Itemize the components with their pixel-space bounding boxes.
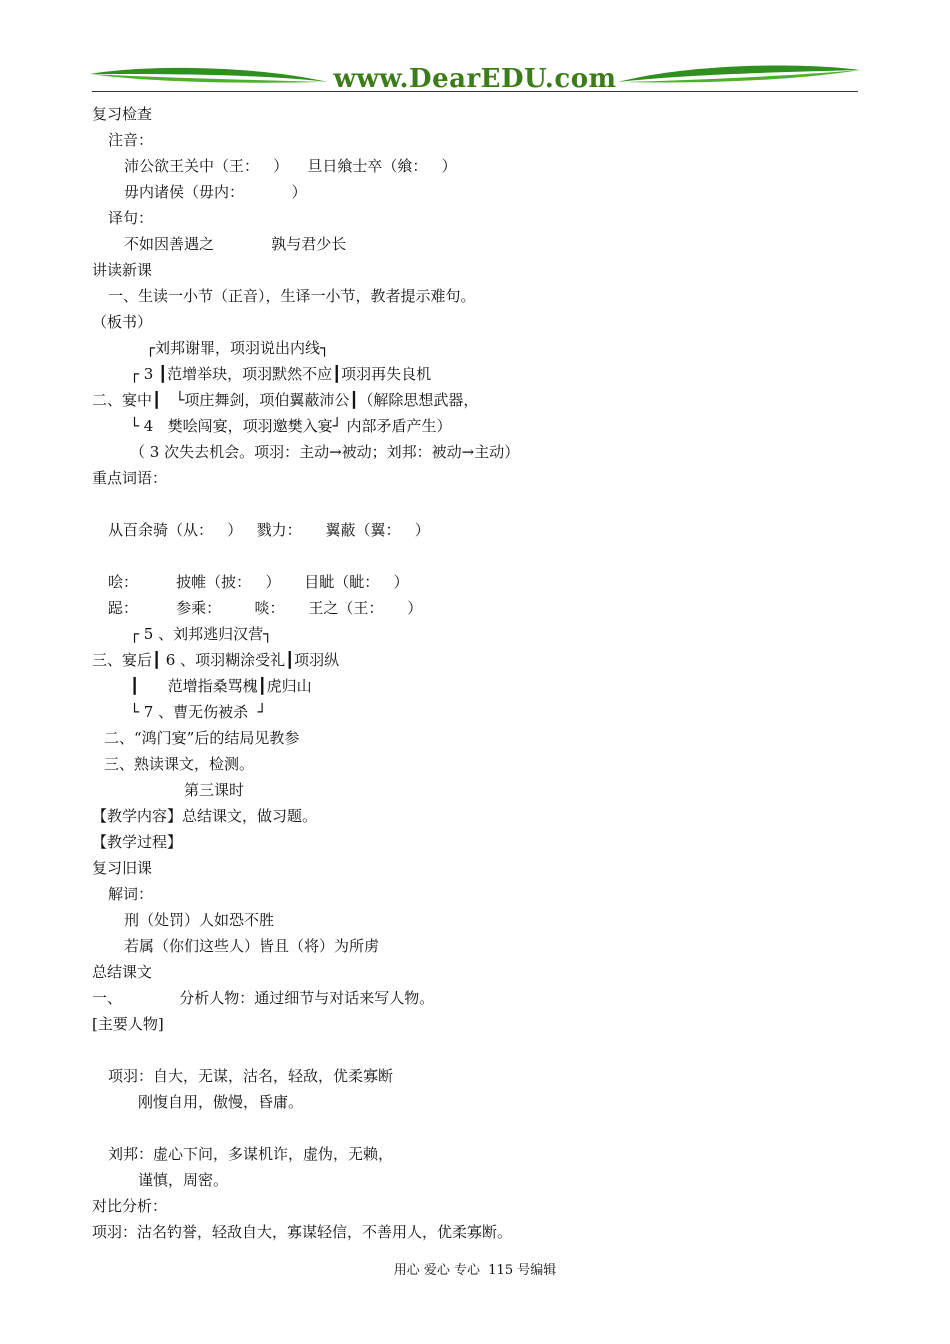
text-line: ┃ 范增指桑骂槐┃虎归山	[130, 677, 312, 695]
text-line: 二、“鸿门宴”后的结局见教参	[104, 729, 300, 747]
text-line: 跽： 参乘： 啖： 王之（王： ）	[108, 599, 423, 617]
text-line: 重点词语：	[92, 469, 168, 487]
text-line: 对比分析：	[92, 1197, 168, 1215]
text-line: └ 7 、曹无伤被杀 ┘	[130, 703, 267, 721]
site-logo-text: www.DearEDU.com	[333, 64, 617, 94]
text-line: （ 3 次失去机会。项羽：主动→被动；刘邦：被动→主动）	[130, 443, 520, 461]
text-line: 三、宴后┃ 6 、项羽糊涂受礼┃项羽纵	[92, 651, 340, 669]
text-line: 不如因善遇之 孰与君少长	[124, 235, 347, 253]
text-line: 解词：	[108, 885, 154, 903]
text-line: 总结课文	[92, 963, 153, 981]
text-line: 刘邦：虚心下问，多谋机诈，虚伪，无赖，	[108, 1145, 394, 1163]
text-line: 译句：	[108, 209, 154, 227]
header-divider	[92, 91, 858, 92]
text-line: ┌ 5 、刘邦逃归汉营┐	[130, 625, 273, 643]
text-line: 复习检查	[92, 105, 153, 123]
text-line: 一、生读一小节（正音），生译一小节，教者提示难句。	[108, 287, 476, 305]
text-line: 三、熟读课文，检测。	[104, 755, 255, 773]
text-line: 项羽：沽名钓誉，轻敌自大，寡谋轻信，不善用人，优柔寡断。	[92, 1223, 513, 1241]
text-line: 项羽：自大，无谋，沽名，轻敌，优柔寡断	[108, 1067, 394, 1085]
text-line: 一、 分析人物：通过细节与对话来写人物。	[92, 989, 435, 1007]
text-line: [主要人物]	[92, 1015, 164, 1033]
text-line: （板书）	[92, 313, 153, 331]
text-line: ┌刘邦谢罪，项羽说出内线┐	[146, 339, 330, 357]
text-line: 刑（处罚）人如恐不胜	[124, 911, 275, 929]
page-footer: 用心 爱心 专心 115 号编辑	[393, 1263, 557, 1278]
text-line: └ 4 樊哙闯宴，项羽邀樊入宴┘ 内部矛盾产生）	[130, 417, 452, 435]
text-line: 从百余骑（从： ） 戮力： 翼蔽（翼： ）	[108, 521, 430, 539]
text-line: 刚愎自用，傲慢，昏庸。	[138, 1093, 304, 1111]
text-line: 毋内诸侯（毋内： ）	[124, 183, 307, 201]
text-line: 讲读新课	[92, 261, 153, 279]
text-line: 【教学内容】总结课文，做习题。	[92, 807, 318, 825]
text-line: 沛公欲王关中（王： ） 旦日飨士卒（飨： ）	[124, 157, 457, 175]
text-line: 第三课时	[184, 781, 245, 799]
text-line: 二、宴中┃ └项庄舞剑，项伯翼蔽沛公┃（解除思想武器，	[92, 391, 479, 409]
text-line: 注音：	[108, 131, 154, 149]
text-line: 谨慎，周密。	[138, 1171, 229, 1189]
text-line: 【教学过程】	[92, 833, 183, 851]
text-line: 复习旧课	[92, 859, 153, 877]
text-line: 若属（你们这些人）皆且（将）为所虏	[124, 937, 380, 955]
text-line: 哙： 披帷（披： ） 目眦（眦： ）	[108, 573, 409, 591]
text-line: ┌ 3 ┃范增举玦，项羽默然不应┃项羽再失良机	[130, 365, 432, 383]
